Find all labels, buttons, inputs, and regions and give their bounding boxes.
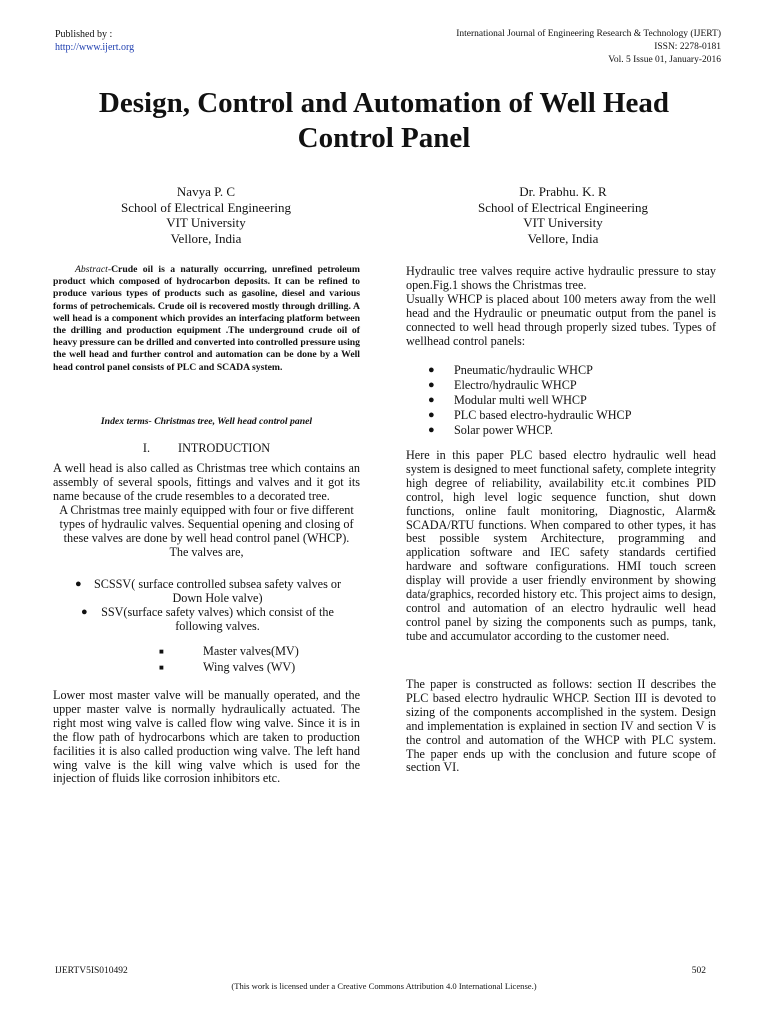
square-bullet-icon: ■	[159, 663, 164, 672]
bullet-dot-icon: ●	[81, 606, 88, 618]
paper-id: IJERTV5IS010492	[55, 966, 128, 976]
author-dept: School of Electrical Engineering	[120, 199, 292, 215]
list-item	[406, 364, 716, 379]
bullet-dot-icon: ●	[428, 394, 435, 406]
list-item-text: Electro/hydraulic WHCP	[454, 378, 577, 392]
right-para-4: The paper is constructed as follows: section II describes the PLC based electro hydraulic WHCP. Section III is devoted to sizing of the components accomplished in the system. Design and implementation is explained in section IV and section V is the control and automation of the WHCP with PLC system. The paper ends up with the conclusion and future scope of section VI.	[406, 677, 716, 775]
author-name: Dr. Prabhu. K. R	[519, 184, 607, 199]
section-number: I.	[142, 441, 151, 455]
title-line-1: Design, Control and Automation of Well Head	[98, 87, 670, 119]
bullet-dot-icon: ●	[428, 379, 435, 391]
list-item-text: Solar power WHCP.	[454, 423, 553, 437]
page-number: 502	[691, 966, 706, 976]
author-univ: VIT University	[523, 215, 603, 230]
list-item-text: Modular multi well WHCP	[454, 393, 587, 407]
license-note: (This work is licensed under a Creative Commons Attribution 4.0 International License.)	[231, 981, 537, 991]
bullet-dot-icon: ●	[75, 578, 82, 590]
bullet-text-cont: following valves.	[175, 618, 260, 633]
list-item-text: PLC based electro-hydraulic WHCP	[454, 408, 632, 422]
publisher-block	[55, 28, 134, 54]
published-by-label: Published by :	[55, 29, 113, 40]
author-univ: VIT University	[166, 215, 246, 230]
title-line-2: Control Panel	[297, 122, 471, 154]
journal-issn: ISSN: 2278-0181	[654, 42, 721, 52]
abstract	[53, 264, 360, 374]
right-para-3: Here in this paper PLC based electro hydraulic well head system is designed to meet functional safety, complete integrity high degree of reliability, availability etc.it combines PID control, high level logic sequence function, shut down functions, online fault monitoring, Diagnostic, Alarm& SCADA/RTU functions. When compared to other types, it has best possible system Architecture, programming and application software and IEC safety standards certified hardware and software configurations. HMI touch screen display will provide a user friendly environment by showing data/graphics, recorded history etc. This project aims to design, control and automation of an electro hydraulic well head control panel by sizing the components such as pumps, tank, tube and accumulator according to the customer need.	[406, 448, 716, 643]
square-bullet-icon: ■	[159, 647, 164, 656]
sub-bullet-item	[159, 644, 381, 659]
list-item	[406, 424, 716, 439]
list-item	[406, 379, 716, 394]
author-2	[438, 184, 688, 246]
author-1	[81, 184, 331, 246]
paper-title	[60, 86, 708, 156]
sub-bullet-text: Wing valves (WV)	[203, 660, 296, 674]
author-location: Vellore, India	[527, 230, 599, 246]
intro-para-3: Lower most master valve will be manually operated, and the upper master valve is normally hydraulically actuated. The right most wing valve is called flow wing valve. Since it is in the flow path of hydrocarbons which are taken to production facilities it is also called production wing valve. The left hand wing valve is the kill wing valve which is used for the injection of fluids like corrosion inhibitors etc.	[53, 688, 360, 786]
journal-url-link[interactable]: http://www.ijert.org	[55, 42, 135, 53]
bullet-text: SSV(surface safety valves) which consist of the	[101, 605, 334, 619]
list-item	[406, 409, 716, 424]
journal-volume: Vol. 5 Issue 01, January-2016	[608, 55, 721, 65]
abstract-label: Abstract-	[75, 264, 112, 275]
author-location: Vellore, India	[170, 230, 242, 246]
intro-para-1: A well head is also called as Christmas tree which contains an assembly of several spools, fittings and valves and it got its name because of the crude resembles to a decorated tree.	[53, 461, 360, 503]
journal-name: International Journal of Engineering Research & Technology (IJERT)	[456, 29, 721, 39]
bullet-dot-icon: ●	[428, 424, 435, 436]
bullet-dot-icon: ●	[428, 364, 435, 376]
index-terms: Index terms- Christmas tree, Well head control panel	[100, 416, 313, 427]
list-item-text: Pneumatic/hydraulic WHCP	[454, 363, 593, 377]
bullet-item	[75, 577, 350, 606]
whcp-types-list	[406, 364, 716, 439]
bullet-text-cont: Down Hole valve)	[172, 590, 263, 605]
bullet-item	[81, 605, 350, 634]
author-name: Navya P. C	[176, 184, 236, 199]
right-para-2: Usually WHCP is placed about 100 meters away from the well head and the Hydraulic or pneumatic output from the panel is connected to well head through properly sized tubes. Types of wellhead control panels:	[406, 292, 716, 348]
abstract-text: Crude oil is a naturally occurring, unrefined petroleum product which composed of hydrocarbon deposits. It can be refined to produce various types of products such as gasoline, diesel and various forms of petrochemicals. Crude oil is recovered mostly through drilling. A well head is a component which provides an interfacing platform between the drilling and production equipment .The underground crude oil of heavy pressure can be drilled and converted into controlled pressure using the well head and further control and automation can be done by a Well head control panel consists of PLC and SCADA system.	[53, 264, 360, 373]
section-heading	[53, 441, 360, 456]
journal-info	[456, 28, 721, 67]
author-dept: School of Electrical Engineering	[477, 199, 649, 215]
intro-para-2: A Christmas tree mainly equipped with four or five different types of hydraulic valves. Sequential opening and closing of these valves are done by well head control panel (WHCP). The valves are,	[59, 503, 354, 559]
bullet-text: SCSSV( surface controlled subsea safety valves or	[93, 577, 342, 591]
right-para-1: Hydraulic tree valves require active hydraulic pressure to stay open.Fig.1 shows the Christmas tree.	[406, 264, 716, 292]
sub-bullet-text: Master valves(MV)	[203, 644, 299, 658]
bullet-dot-icon: ●	[428, 409, 435, 421]
list-item	[406, 394, 716, 409]
sub-bullet-item	[159, 660, 381, 675]
section-title: INTRODUCTION	[178, 441, 271, 455]
